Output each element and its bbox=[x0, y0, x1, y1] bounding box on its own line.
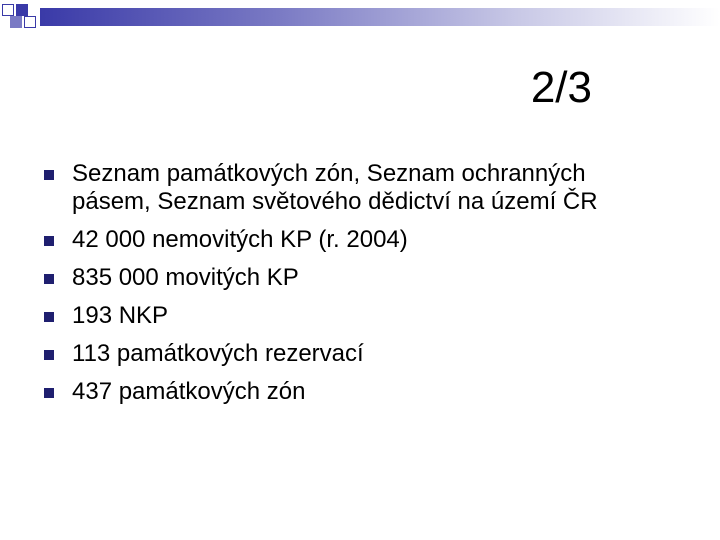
list-item bbox=[44, 302, 664, 330]
bullet-text: Seznam památkových zón, Seznam ochranných pásem, Seznam světového dědictví na území ČR bbox=[72, 160, 598, 215]
decorative-square-icon bbox=[2, 4, 14, 16]
decorative-square-icon bbox=[10, 16, 22, 28]
bullet-text: 42 000 nemovitých KP (r. 2004) bbox=[72, 226, 408, 253]
list-item bbox=[44, 160, 664, 216]
bullet-text: 437 památkových zón bbox=[72, 378, 306, 405]
bullet-list bbox=[44, 160, 664, 416]
square-bullet-icon bbox=[44, 236, 54, 246]
list-item bbox=[44, 264, 664, 292]
list-item bbox=[44, 340, 664, 368]
bullet-text: 193 NKP bbox=[72, 302, 169, 329]
slide-title: 2/3 bbox=[530, 63, 592, 112]
square-bullet-icon bbox=[44, 274, 54, 284]
bullet-text: 113 památkových rezervací bbox=[72, 340, 364, 367]
square-bullet-icon bbox=[44, 170, 54, 180]
square-bullet-icon bbox=[44, 312, 54, 322]
square-bullet-icon bbox=[44, 350, 54, 360]
decorative-square-icon bbox=[24, 16, 36, 28]
bullet-text: 835 000 movitých KP bbox=[72, 264, 299, 291]
square-bullet-icon bbox=[44, 388, 54, 398]
list-item bbox=[44, 226, 664, 254]
list-item bbox=[44, 378, 664, 406]
decorative-square-icon bbox=[16, 4, 28, 16]
header-gradient-band bbox=[40, 8, 720, 26]
